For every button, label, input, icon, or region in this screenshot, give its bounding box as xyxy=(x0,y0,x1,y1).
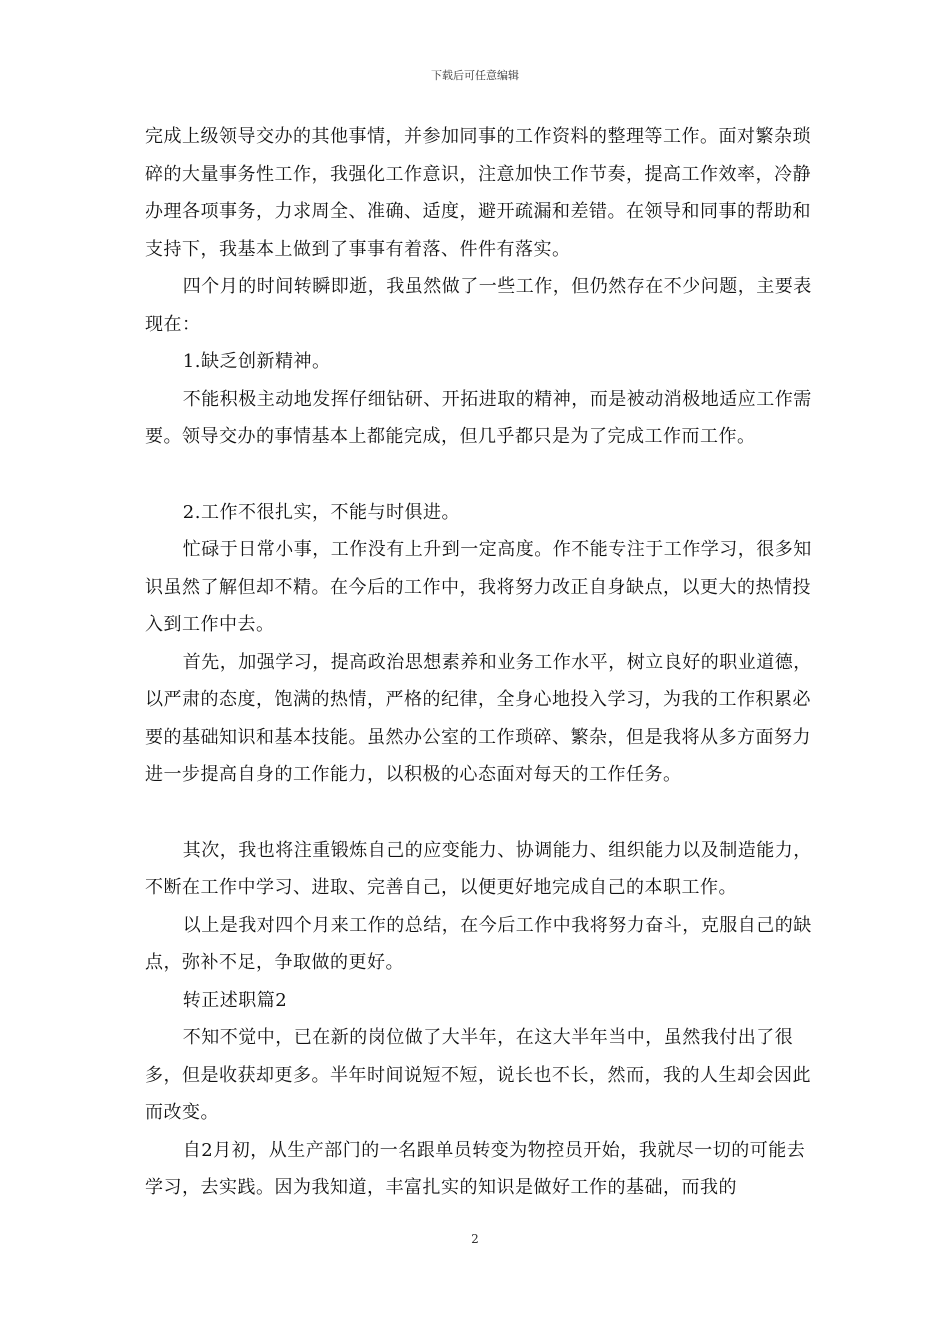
paragraph: 首先，加强学习，提高政治思想素养和业务工作水平，树立良好的职业道德，以严肃的态度，饱满的热情，严格的纪律，全身心地投入学习，为我的工作积累必要的基础知识和基本技能。虽然办公室的工作琐碎、繁杂，但是我将从多方面努力进一步提高自身的工作能力，以积极的心态面对每天的工作任务。 xyxy=(145,651,812,785)
paragraph: 忙碌于日常小事，工作没有上升到一定高度。作不能专注于工作学习，很多知识虽然了解但却不精。在今后的工作中，我将努力改正自身缺点，以更大的热情投入到工作中去。 xyxy=(145,539,812,635)
paragraph: 以上是我对四个月来工作的总结，在今后工作中我将努力奋斗，克服自己的缺点，弥补不足，争取做的更好。 xyxy=(145,914,812,973)
paragraph-gap xyxy=(145,794,821,832)
paragraph: 自2月初，从生产部门的一名跟单员转变为物控员开始，我就尽一切的可能去学习，去实践。因为我知道，丰富扎实的知识是做好工作的基础，而我的 xyxy=(145,1139,806,1198)
document-body xyxy=(145,118,821,1207)
paragraph-gap xyxy=(145,456,821,494)
section-heading: 转正述职篇2 xyxy=(182,989,288,1011)
page-number: 2 xyxy=(471,1232,479,1246)
paragraph: 其次，我也将注重锻炼自己的应变能力、协调能力、组织能力以及制造能力，不断在工作中学习、进取、完善自己，以便更好地完成自己的本职工作。 xyxy=(145,839,812,898)
list-heading: 2.工作不很扎实，不能与时俱进。 xyxy=(182,501,460,523)
paragraph: 不知不觉中，已在新的岗位做了大半年，在这大半年当中，虽然我付出了很多，但是收获却更多。半年时间说短不短，说长也不长，然而，我的人生却会因此而改变。 xyxy=(145,1027,811,1123)
paragraph: 完成上级领导交办的其他事情，并参加同事的工作资料的整理等工作。面对繁杂琐碎的大量事务性工作，我强化工作意识，注意加快工作节奏，提高工作效率，冷静办理各项事务，力求周全、准确、适度，避开疏漏和差错。在领导和同事的帮助和支持下，我基本上做到了事事有着落、件件有落实。 xyxy=(145,126,811,260)
paragraph: 四个月的时间转瞬即逝，我虽然做了一些工作，但仍然存在不少问题，主要表现在： xyxy=(145,276,812,335)
paragraph: 不能积极主动地发挥仔细钻研、开拓进取的精神，而是被动消极地适应工作需要。领导交办的事情基本上都能完成，但几乎都只是为了完成工作而工作。 xyxy=(145,388,812,447)
page-header: 下载后可任意编辑 xyxy=(431,69,519,82)
list-heading: 1.缺乏创新精神。 xyxy=(182,351,331,372)
